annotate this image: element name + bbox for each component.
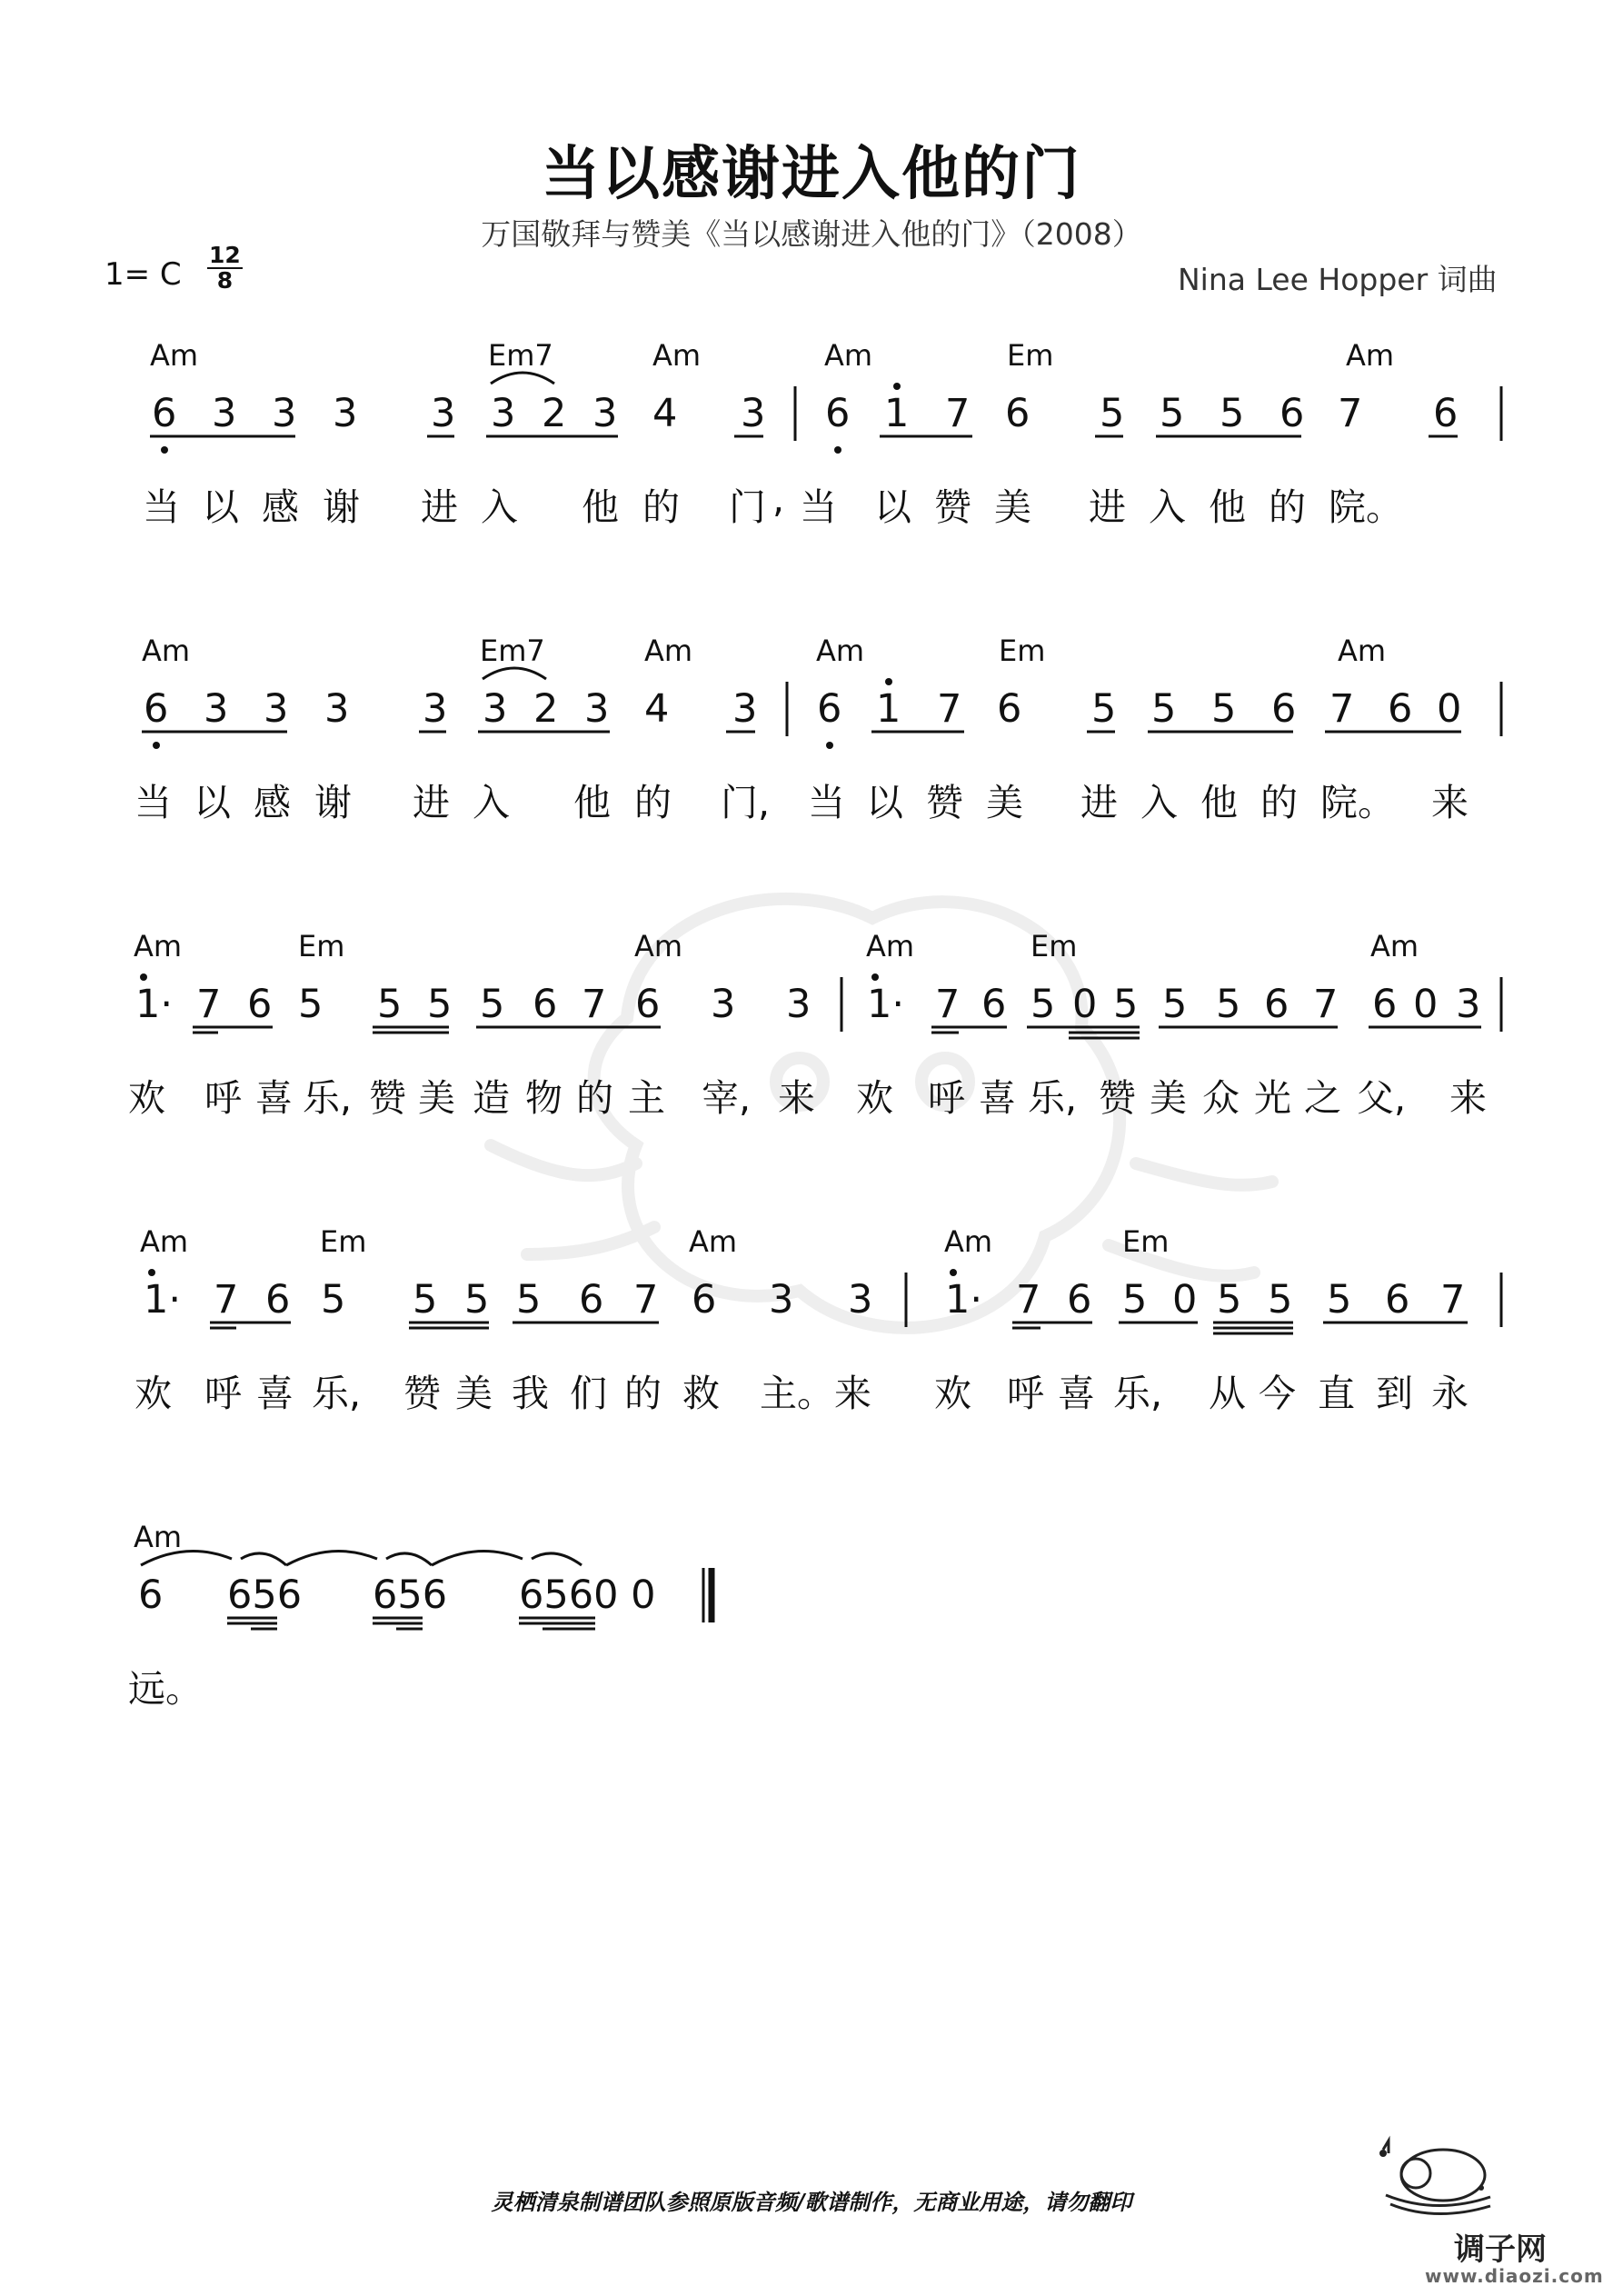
lyric: 乐,: [1113, 1372, 1163, 1415]
lyric: 门: [729, 485, 766, 529]
lyric: 赞: [369, 1076, 406, 1120]
lyric: 进: [421, 485, 458, 529]
note: 5: [516, 1277, 542, 1323]
lyric: 以: [866, 781, 903, 824]
composer-credit: [1178, 256, 1498, 299]
note: 6: [825, 391, 851, 436]
lyric: 入: [481, 485, 518, 529]
lyric: 以: [202, 485, 239, 529]
note: 5: [1031, 982, 1056, 1027]
note: 5: [1327, 1277, 1352, 1323]
note: 5: [1160, 391, 1185, 436]
note: 2: [533, 686, 559, 732]
lyric: 呼: [1007, 1372, 1044, 1415]
note: 7: [633, 1277, 659, 1323]
note: 2: [542, 391, 567, 436]
chord: Em7: [488, 338, 553, 373]
lyric: 父,: [1357, 1076, 1407, 1120]
lyric: 以: [194, 781, 231, 824]
site-name: 调子网: [1454, 2231, 1547, 2268]
lyric: 他: [573, 781, 611, 824]
note: 5: [1151, 686, 1177, 732]
note: 4: [644, 686, 670, 732]
note: 5: [1113, 982, 1139, 1027]
chord: Am: [140, 1224, 189, 1259]
note: 7: [1338, 391, 1363, 436]
note: 7: [196, 982, 222, 1027]
note: 3: [786, 982, 812, 1027]
note: 3: [1456, 982, 1481, 1027]
note: 6: [1271, 686, 1297, 732]
chord: Am: [1346, 338, 1395, 373]
chord: Em: [999, 634, 1046, 668]
tie: [386, 1553, 432, 1565]
note: 6: [1433, 391, 1459, 436]
high-octave-dot: [885, 678, 892, 685]
note: 3: [769, 1277, 794, 1323]
time-signature-denominator: 8: [216, 267, 234, 294]
note: 4: [652, 391, 678, 436]
note: 1: [876, 686, 901, 732]
chord: Em: [298, 929, 345, 963]
lyric: 感: [254, 781, 291, 824]
chord: Am: [142, 634, 191, 668]
lyric: 美: [455, 1372, 493, 1415]
lyric: 赞: [934, 485, 971, 529]
lyric: 进: [1089, 485, 1126, 529]
note: 1·: [867, 982, 905, 1027]
lyric: 院。: [1320, 781, 1395, 824]
lyric: 当: [143, 485, 180, 529]
note: 7: [945, 391, 971, 436]
note: 5: [1216, 982, 1241, 1027]
lyric: 呼: [204, 1076, 242, 1120]
tie: [491, 373, 554, 384]
chord: Am: [634, 929, 683, 963]
note: 6: [1388, 686, 1413, 732]
lyric: 乐,: [312, 1372, 362, 1415]
note: 5: [377, 982, 403, 1027]
lingqi-sheep-logo-icon: [1372, 2131, 1499, 2218]
lyric: 远。: [128, 1667, 203, 1711]
note: 3: [848, 1277, 873, 1323]
note: 3: [732, 686, 758, 732]
lyric: 进: [413, 781, 450, 824]
lyric: 我: [512, 1372, 549, 1415]
note: 6: [1067, 1277, 1092, 1323]
chord: Am: [824, 338, 873, 373]
note: 7: [1440, 1277, 1466, 1323]
note: 3: [423, 686, 448, 732]
chord: Am: [944, 1224, 993, 1259]
tie: [532, 1553, 582, 1565]
lyric: 当: [800, 485, 837, 529]
lyric: 造: [473, 1076, 510, 1120]
lyric: 入: [1149, 485, 1186, 529]
lyric: 救: [682, 1372, 720, 1415]
note: 7: [1313, 982, 1339, 1027]
note: 7: [1329, 686, 1355, 732]
lyric: 欢: [856, 1076, 893, 1120]
chord: Am: [644, 634, 693, 668]
high-octave-dot: [140, 973, 147, 981]
lyric: 呼: [928, 1076, 965, 1120]
note: 6: [265, 1277, 291, 1323]
high-octave-dot: [871, 973, 879, 981]
chord: Em: [320, 1224, 367, 1259]
lyric: 入: [1140, 781, 1178, 824]
lyric: 众: [1202, 1076, 1240, 1120]
chord: Am: [150, 338, 199, 373]
chord: Em7: [480, 634, 545, 668]
lyric: 的: [624, 1372, 662, 1415]
note: 6: [817, 686, 842, 732]
time-signature-numerator: 12: [209, 242, 241, 268]
song-subtitle: 万国敬拜与赞美《当以感谢进入他的门》（2008）: [481, 216, 1142, 252]
lyric: 感: [262, 485, 299, 529]
chord: Am: [652, 338, 702, 373]
composer-role: 词曲: [1437, 262, 1498, 297]
note: 656: [373, 1572, 448, 1618]
note: 0: [1172, 1277, 1198, 1323]
note: 6: [692, 1277, 717, 1323]
chord: Am: [816, 634, 865, 668]
low-octave-dot: [826, 742, 833, 749]
note: 6: [247, 982, 273, 1027]
lyric: 的: [1269, 485, 1306, 529]
lyric: 来: [1431, 781, 1469, 824]
note: 3: [324, 686, 350, 732]
tie: [432, 1551, 523, 1565]
note: 1·: [135, 982, 174, 1027]
lyric: 乐,: [1028, 1076, 1078, 1120]
tie: [286, 1551, 377, 1565]
note: 0: [1413, 982, 1439, 1027]
note: 5: [427, 982, 453, 1027]
lyric: 美: [1150, 1076, 1187, 1120]
lyric: 乐,: [303, 1076, 353, 1120]
note: 1·: [945, 1277, 983, 1323]
lyric: 喜: [979, 1076, 1016, 1120]
lyric: 以: [874, 485, 911, 529]
lyric: 今: [1259, 1372, 1296, 1415]
note: 6: [579, 1277, 604, 1323]
lyric: 他: [1209, 485, 1246, 529]
high-octave-dot: [950, 1269, 957, 1276]
lyric: 入: [473, 781, 510, 824]
chord: Em: [1007, 338, 1054, 373]
note: 0: [1437, 686, 1462, 732]
lyric: 喜: [256, 1372, 294, 1415]
lyric: 美: [418, 1076, 455, 1120]
lyric: 喜: [1058, 1372, 1095, 1415]
note: 5: [1091, 686, 1117, 732]
lyric: 的: [634, 781, 672, 824]
lyric: 光: [1254, 1076, 1291, 1120]
lyric: 门,: [721, 781, 771, 824]
note: 5: [1100, 391, 1125, 436]
note: 5: [1211, 686, 1237, 732]
note: 3: [212, 391, 237, 436]
note: 6: [997, 686, 1022, 732]
note: 3: [264, 686, 289, 732]
low-octave-dot: [153, 742, 160, 749]
lyric: 永: [1431, 1372, 1469, 1415]
lyric: 物: [525, 1076, 563, 1120]
lyric: 谢: [314, 781, 352, 824]
note: 6: [138, 1572, 164, 1618]
lyric: 呼: [204, 1372, 242, 1415]
note: 3: [483, 686, 508, 732]
lyric: 宰,: [702, 1076, 752, 1120]
note: 3: [711, 982, 736, 1027]
note: 3: [592, 391, 618, 436]
lyric: 到: [1376, 1372, 1413, 1415]
note: 7: [582, 982, 607, 1027]
lyric: 赞: [403, 1372, 441, 1415]
note: 3: [272, 391, 297, 436]
note: 6: [1005, 391, 1031, 436]
low-octave-dot: [161, 446, 168, 454]
lyric: 当: [808, 781, 845, 824]
lyric: 从: [1209, 1372, 1246, 1415]
chord: Am: [1370, 929, 1419, 963]
chord: Am: [134, 929, 183, 963]
note: 5: [1268, 1277, 1293, 1323]
note: 6: [1372, 982, 1398, 1027]
key-signature: 1= C: [105, 256, 182, 293]
note: 656: [227, 1572, 303, 1618]
note: 3: [491, 391, 516, 436]
note: 6: [144, 686, 169, 732]
note: 1: [884, 391, 910, 436]
chord: Em: [1122, 1224, 1170, 1259]
note: 6560 0: [519, 1572, 656, 1618]
low-octave-dot: [834, 446, 841, 454]
lyric: 主: [628, 1076, 665, 1120]
song-title: 当以感谢进入他的门: [542, 141, 1081, 208]
lyric: 赞: [1099, 1076, 1136, 1120]
lyric: 赞: [926, 781, 963, 824]
lyric: 谢: [323, 485, 360, 529]
lyric: 来: [778, 1076, 815, 1120]
note: 6: [1385, 1277, 1410, 1323]
high-octave-dot: [893, 383, 901, 390]
note: 5: [464, 1277, 490, 1323]
lyric: 美: [986, 781, 1023, 824]
lyric: ,: [772, 477, 785, 521]
lyric: 欢: [134, 1372, 172, 1415]
time-signature: [207, 244, 243, 293]
tie: [241, 1553, 286, 1565]
note: 6: [533, 982, 558, 1027]
note: 3: [204, 686, 229, 732]
note: 0: [1072, 982, 1098, 1027]
lyric: 欢: [934, 1372, 971, 1415]
copyright-footer: 灵栖清泉制谱团队参照原版音频/歌谱制作，无商业用途，请勿翻印: [491, 2189, 1132, 2215]
lyric: 当: [134, 781, 172, 824]
chord: Em: [1031, 929, 1078, 963]
tie: [483, 668, 546, 679]
lyric: 院。: [1329, 485, 1403, 529]
note: 7: [214, 1277, 239, 1323]
lyric: 进: [1080, 781, 1118, 824]
lyric: 们: [570, 1372, 607, 1415]
composer-name: Nina Lee Hopper: [1178, 262, 1429, 297]
note: 6: [981, 982, 1007, 1027]
lyric: 的: [576, 1076, 613, 1120]
lyric: 的: [642, 485, 680, 529]
chord: Am: [689, 1224, 738, 1259]
note: 3: [741, 391, 766, 436]
chord: Am: [1338, 634, 1387, 668]
lyric: 之: [1304, 1076, 1341, 1120]
note: 1·: [144, 1277, 182, 1323]
note: 7: [1016, 1277, 1041, 1323]
lyric: 来: [1449, 1076, 1487, 1120]
lyric: 美: [994, 485, 1031, 529]
lyric: 他: [582, 485, 619, 529]
note: 6: [1264, 982, 1289, 1027]
note: 7: [935, 982, 961, 1027]
note: 6: [1279, 391, 1305, 436]
note: 3: [431, 391, 456, 436]
note: 5: [1122, 1277, 1148, 1323]
lyric: 喜: [255, 1076, 293, 1120]
chord: Am: [866, 929, 915, 963]
lyric: 的: [1260, 781, 1298, 824]
site-url: www.diaozi.com: [1425, 2265, 1604, 2287]
lyric: 他: [1200, 781, 1238, 824]
note: 5: [1162, 982, 1188, 1027]
note: 5: [1217, 1277, 1242, 1323]
note: 5: [298, 982, 324, 1027]
lyric: 主。来: [760, 1372, 871, 1415]
note: 5: [321, 1277, 346, 1323]
note: 5: [480, 982, 505, 1027]
note: 5: [1220, 391, 1245, 436]
note: 6: [152, 391, 177, 436]
note: 5: [413, 1277, 438, 1323]
lyric: 直: [1318, 1372, 1355, 1415]
note: 3: [584, 686, 610, 732]
high-octave-dot: [148, 1269, 155, 1276]
note: 7: [937, 686, 962, 732]
chord: Am: [134, 1520, 183, 1554]
lyric: 欢: [128, 1076, 165, 1120]
note: 6: [635, 982, 661, 1027]
note: 3: [333, 391, 358, 436]
